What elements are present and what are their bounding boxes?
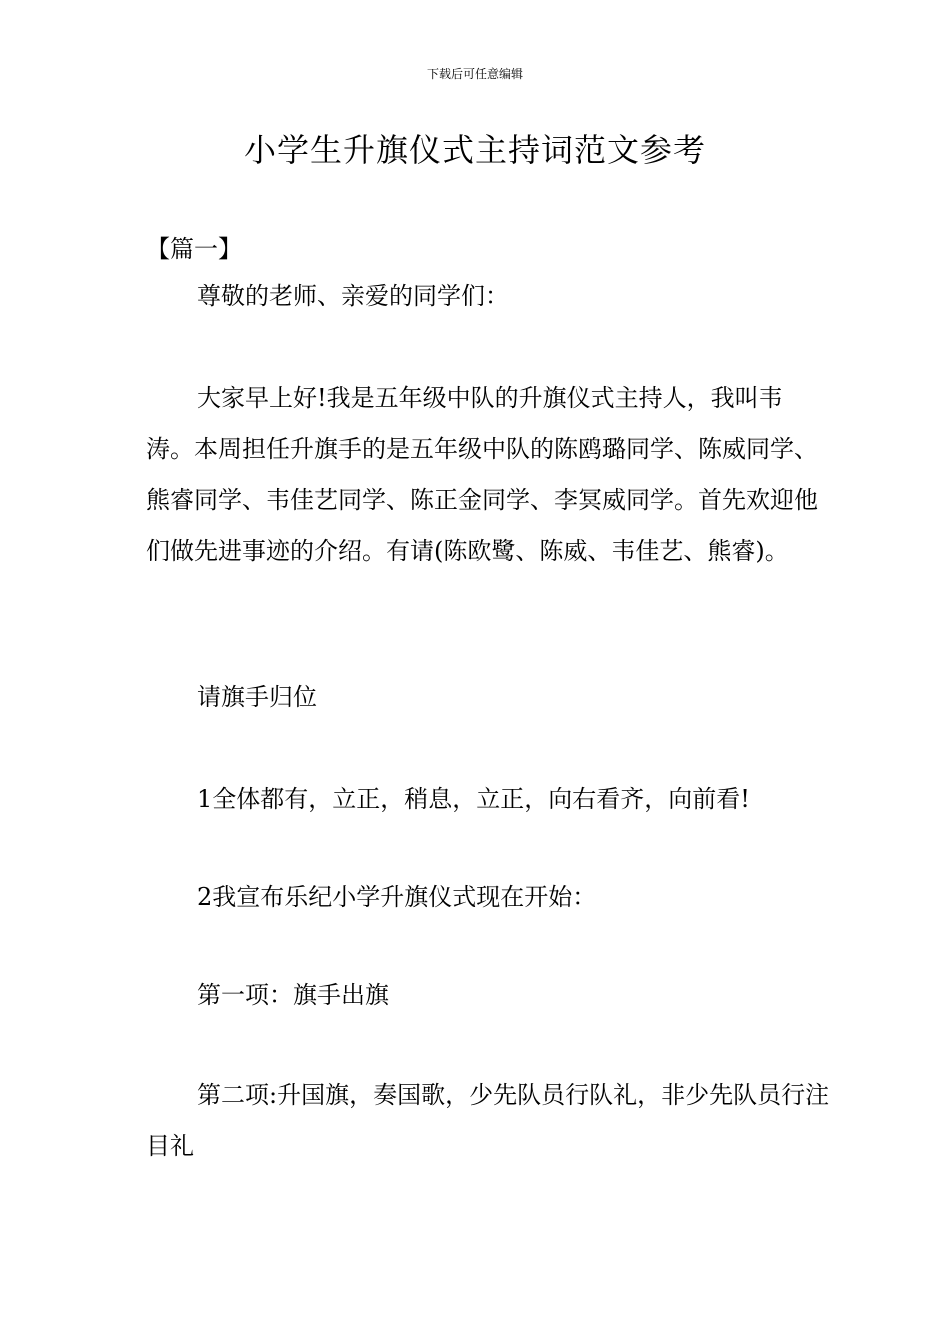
paragraph-item-2: 第二项:升国旗，奏国歌，少先队员行队礼，非少先队员行注目礼: [146, 1081, 830, 1160]
paragraph-command-2: 2我宣布乐纪小学升旗仪式现在开始：: [197, 883, 597, 911]
section-label: 【篇一】: [146, 235, 242, 263]
page-title: 小学生升旗仪式主持词范文参考: [243, 131, 706, 169]
paragraph-introduction: 大家早上好!我是五年级中队的升旗仪式主持人，我叫韦涛。本周担任升旗手的是五年级中队的陈鸥璐同学、陈威同学、熊睿同学、韦佳艺同学、陈正金同学、李冥威同学。首先欢迎他们做先进事迹的介绍。有请(陈欧鹭、陈威、韦佳艺、熊睿)。: [146, 384, 818, 565]
paragraph-greeting: 尊敬的老师、亲爱的同学们：: [197, 282, 509, 310]
header-note: 下载后可任意编辑: [426, 67, 523, 81]
paragraph-command-1: 1全体都有，立正，稍息，立正，向右看齐，向前看!: [197, 785, 750, 813]
paragraph-item-1: 第一项：旗手出旗: [197, 981, 389, 1009]
paragraph-flag-bearers-return: 请旗手归位: [197, 683, 317, 711]
